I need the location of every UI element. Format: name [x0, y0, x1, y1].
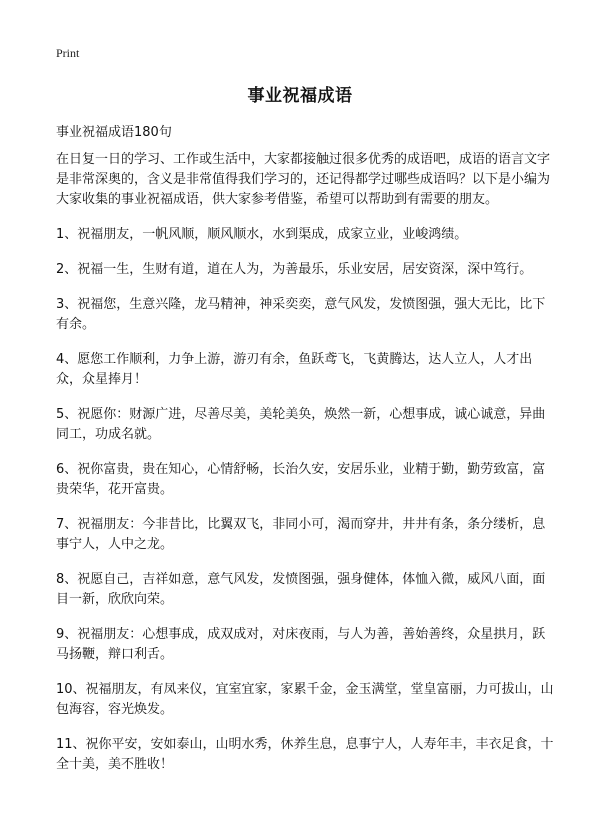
list-item: 1、祝福朋友，一帆风顺，顺风顺水，水到渠成，成家立业，业峻鸿绩。	[56, 227, 468, 242]
document-subtitle: 事业祝福成语180句	[56, 125, 172, 140]
list-item: 8、祝愿自己，吉祥如意，意气风发，发愤图强，强身健体，体恤入微，威风八面，面目一新，欣欣向荣。	[56, 572, 546, 607]
list-item: 7、祝福朋友：今非昔比，比翼双飞，非同小可，渴而穿井，井井有条，条分缕析，息事宁人，人中之龙。	[56, 517, 546, 552]
list-item: 5、祝愿你：财源广进，尽善尽美，美轮美奂，焕然一新，心想事成，诚心诚意，异曲同工，功成名就。	[56, 407, 546, 442]
list-item: 3、祝福您，生意兴隆，龙马精神，神采奕奕，意气风发，发愤图强，强大无比，比下有余。	[56, 297, 546, 332]
list-item: 9、祝福朋友：心想事成，成双成对，对床夜雨，与人为善，善始善终，众星拱月，跃马扬鞭，辩口利舌。	[56, 627, 546, 662]
print-label[interactable]: Print	[56, 46, 80, 60]
list-item: 10、祝福朋友，有凤来仪，宜室宜家，家累千金，金玉满堂，堂皇富丽，力可拔山，山包海容，容光焕发。	[56, 682, 554, 717]
list-item: 11、祝你平安，安如泰山，山明水秀，休养生息，息事宁人，人寿年丰，丰衣足食，十全十美，美不胜收！	[56, 737, 554, 772]
list-item: 4、愿您工作顺利，力争上游，游刃有余，鱼跃鸢飞，飞黄腾达，达人立人，人才出众，众星捧月！	[56, 352, 533, 387]
document-body	[56, 150, 556, 790]
intro-paragraph: 在日复一日的学习、工作或生活中，大家都接触过很多优秀的成语吧，成语的语言文字是非常深奥的，含义是非常值得我们学习的，还记得都学过哪些成语吗？以下是小编为大家收集的事业祝福成语，供大家参考借鉴，希望可以帮助到有需要的朋友。	[56, 152, 551, 207]
list-item: 6、祝你富贵，贵在知心，心情舒畅，长治久安，安居乐业，业精于勤，勤劳致富，富贵荣华，花开富贵。	[56, 462, 546, 497]
list-item: 2、祝福一生，生财有道，道在人为，为善最乐，乐业安居，居安资深，深中笃行。	[56, 262, 533, 277]
document-title: 事业祝福成语	[247, 86, 353, 106]
